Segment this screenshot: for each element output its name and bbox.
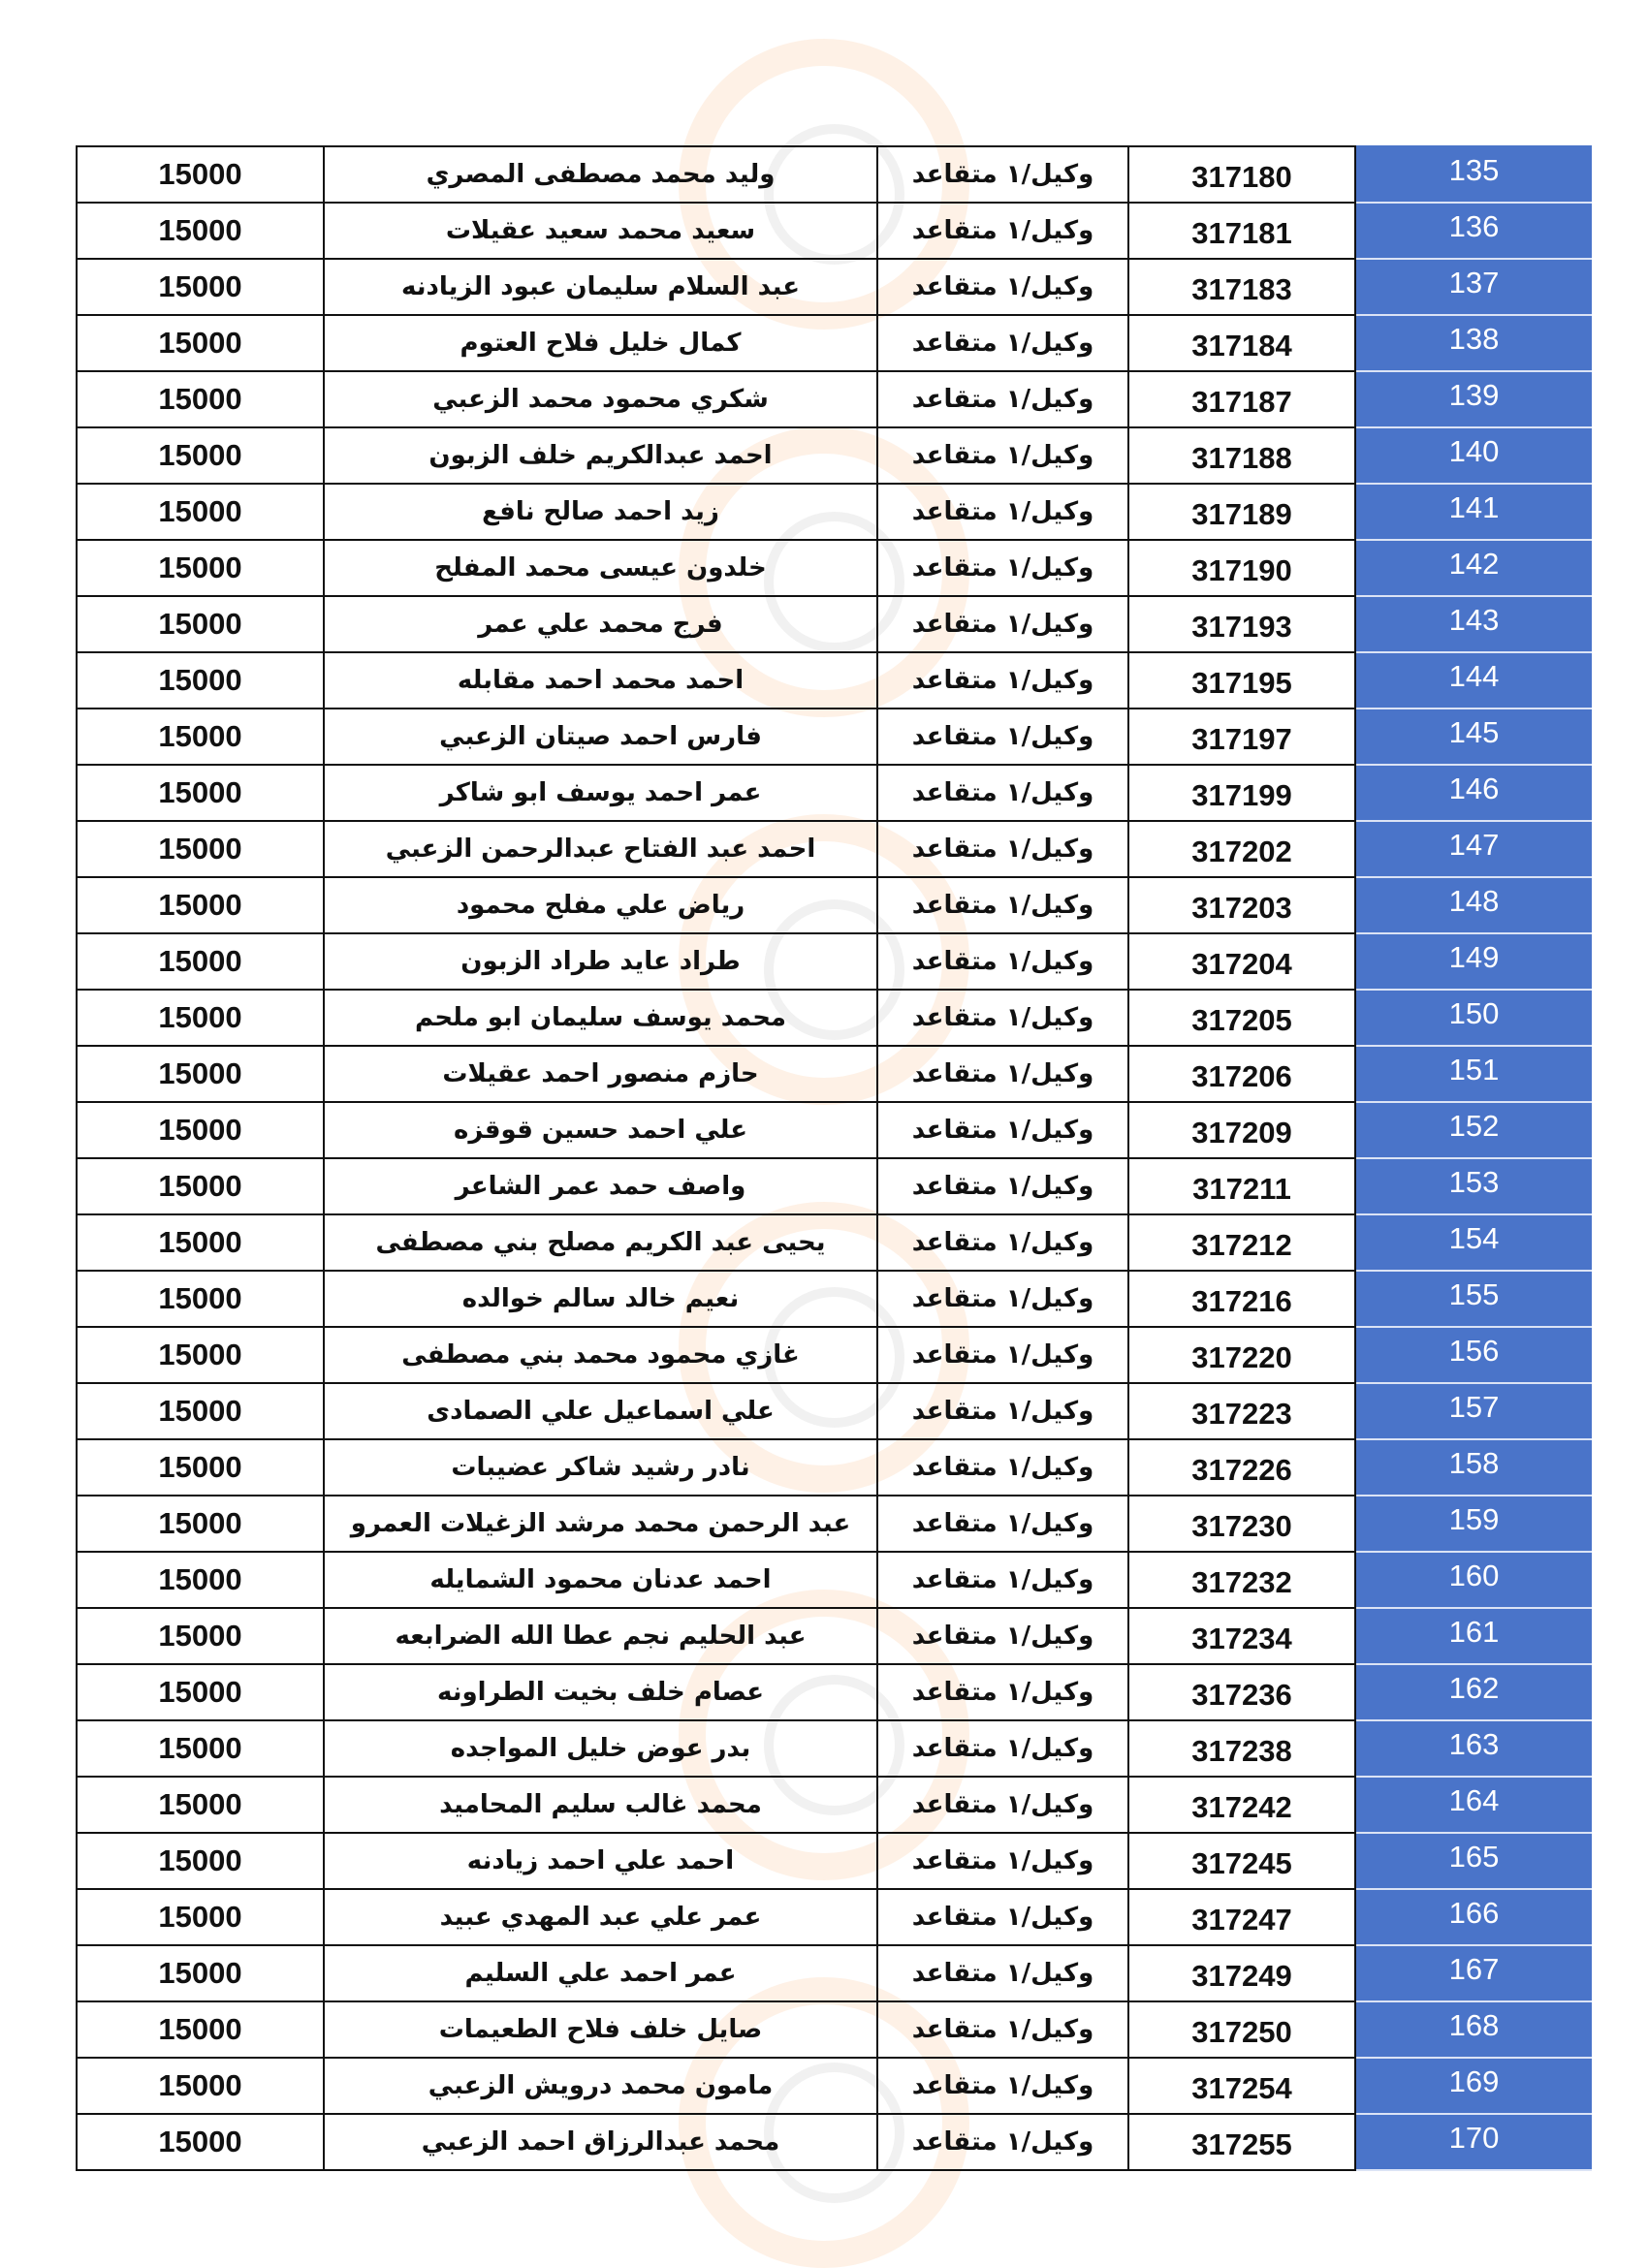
index-cell: 151: [1355, 1046, 1592, 1102]
amount-cell: 15000: [77, 990, 324, 1046]
military-number-cell: 317180: [1128, 146, 1355, 203]
amount-cell: 15000: [77, 1833, 324, 1889]
table-row: [77, 1889, 1592, 1945]
rank-cell: وكيل/١ متقاعد: [877, 765, 1128, 821]
amount-cell: 15000: [77, 709, 324, 765]
index-cell: 170: [1355, 2114, 1592, 2170]
index-cell: 165: [1355, 1833, 1592, 1889]
index-cell: 161: [1355, 1608, 1592, 1664]
rank-cell: وكيل/١ متقاعد: [877, 1271, 1128, 1327]
name-cell: فارس احمد صيتان الزعبي: [324, 709, 877, 765]
rank-cell: وكيل/١ متقاعد: [877, 652, 1128, 709]
index-cell: 138: [1355, 315, 1592, 371]
military-number-cell: 317203: [1128, 877, 1355, 933]
rank-cell: وكيل/١ متقاعد: [877, 484, 1128, 540]
name-cell: غازي محمود محمد بني مصطفى: [324, 1327, 877, 1383]
military-number-cell: 317181: [1128, 203, 1355, 259]
table-row: [77, 821, 1592, 877]
amount-cell: 15000: [77, 371, 324, 427]
amount-cell: 15000: [77, 1608, 324, 1664]
index-cell: 163: [1355, 1720, 1592, 1777]
name-cell: نعيم خالد سالم خوالده: [324, 1271, 877, 1327]
amount-cell: 15000: [77, 1271, 324, 1327]
index-cell: 135: [1355, 146, 1592, 203]
amount-cell: 15000: [77, 596, 324, 652]
rank-cell: وكيل/١ متقاعد: [877, 540, 1128, 596]
table-row: [77, 596, 1592, 652]
name-cell: محمد غالب سليم المحاميد: [324, 1777, 877, 1833]
table-row: [77, 709, 1592, 765]
index-cell: 147: [1355, 821, 1592, 877]
name-cell: عمر احمد علي السليم: [324, 1945, 877, 2001]
military-number-cell: 317232: [1128, 1552, 1355, 1608]
name-cell: بدر عوض خليل المواجده: [324, 1720, 877, 1777]
rank-cell: وكيل/١ متقاعد: [877, 1608, 1128, 1664]
amount-cell: 15000: [77, 765, 324, 821]
military-number-cell: 317226: [1128, 1439, 1355, 1496]
table-row: [77, 1608, 1592, 1664]
name-cell: علي اسماعيل علي الصمادى: [324, 1383, 877, 1439]
table-row: [77, 1327, 1592, 1383]
rank-cell: وكيل/١ متقاعد: [877, 427, 1128, 484]
military-number-cell: 317242: [1128, 1777, 1355, 1833]
rank-cell: وكيل/١ متقاعد: [877, 1945, 1128, 2001]
name-cell: احمد عبد الفتاح عبدالرحمن الزعبي: [324, 821, 877, 877]
rank-cell: وكيل/١ متقاعد: [877, 1496, 1128, 1552]
amount-cell: 15000: [77, 2001, 324, 2058]
military-number-cell: 317193: [1128, 596, 1355, 652]
table-row: [77, 2001, 1592, 2058]
rank-cell: وكيل/١ متقاعد: [877, 1439, 1128, 1496]
amount-cell: 15000: [77, 1383, 324, 1439]
military-number-cell: 317199: [1128, 765, 1355, 821]
military-number-cell: 317183: [1128, 259, 1355, 315]
military-number-cell: 317223: [1128, 1383, 1355, 1439]
amount-cell: 15000: [77, 821, 324, 877]
military-number-cell: 317250: [1128, 2001, 1355, 2058]
name-cell: عبد الحليم نجم عطا الله الضرابعه: [324, 1608, 877, 1664]
military-number-cell: 317220: [1128, 1327, 1355, 1383]
index-cell: 158: [1355, 1439, 1592, 1496]
table-row: [77, 1214, 1592, 1271]
rank-cell: وكيل/١ متقاعد: [877, 315, 1128, 371]
military-number-cell: 317247: [1128, 1889, 1355, 1945]
military-number-cell: 317234: [1128, 1608, 1355, 1664]
index-cell: 139: [1355, 371, 1592, 427]
rank-cell: وكيل/١ متقاعد: [877, 146, 1128, 203]
index-cell: 153: [1355, 1158, 1592, 1214]
amount-cell: 15000: [77, 1214, 324, 1271]
amount-cell: 15000: [77, 1158, 324, 1214]
name-cell: احمد علي احمد زيادنه: [324, 1833, 877, 1889]
name-cell: احمد عدنان محمود الشمايله: [324, 1552, 877, 1608]
amount-cell: 15000: [77, 203, 324, 259]
amount-cell: 15000: [77, 540, 324, 596]
military-number-cell: 317211: [1128, 1158, 1355, 1214]
rank-cell: وكيل/١ متقاعد: [877, 1833, 1128, 1889]
amount-cell: 15000: [77, 259, 324, 315]
rank-cell: وكيل/١ متقاعد: [877, 1214, 1128, 1271]
name-cell: فرج محمد علي عمر: [324, 596, 877, 652]
name-cell: احمد عبدالكريم خلف الزبون: [324, 427, 877, 484]
amount-cell: 15000: [77, 1945, 324, 2001]
rank-cell: وكيل/١ متقاعد: [877, 1664, 1128, 1720]
military-number-cell: 317205: [1128, 990, 1355, 1046]
amount-cell: 15000: [77, 2058, 324, 2114]
amount-cell: 15000: [77, 315, 324, 371]
table-row: [77, 259, 1592, 315]
rank-cell: وكيل/١ متقاعد: [877, 1158, 1128, 1214]
rank-cell: وكيل/١ متقاعد: [877, 2058, 1128, 2114]
table-row: [77, 1439, 1592, 1496]
index-cell: 159: [1355, 1496, 1592, 1552]
table-row: [77, 427, 1592, 484]
rank-cell: وكيل/١ متقاعد: [877, 259, 1128, 315]
military-number-cell: 317249: [1128, 1945, 1355, 2001]
rank-cell: وكيل/١ متقاعد: [877, 371, 1128, 427]
name-cell: طراد عايد طراد الزبون: [324, 933, 877, 990]
name-cell: محمد يوسف سليمان ابو ملحم: [324, 990, 877, 1046]
amount-cell: 15000: [77, 1552, 324, 1608]
name-cell: واصف حمد عمر الشاعر: [324, 1158, 877, 1214]
index-cell: 167: [1355, 1945, 1592, 2001]
table-row: [77, 2058, 1592, 2114]
table-row: [77, 1158, 1592, 1214]
rank-cell: وكيل/١ متقاعد: [877, 1102, 1128, 1158]
name-cell: صايل خلف فلاح الطعيمات: [324, 2001, 877, 2058]
rank-cell: وكيل/١ متقاعد: [877, 709, 1128, 765]
index-cell: 154: [1355, 1214, 1592, 1271]
index-cell: 160: [1355, 1552, 1592, 1608]
table-row: [77, 990, 1592, 1046]
amount-cell: 15000: [77, 1777, 324, 1833]
rank-cell: وكيل/١ متقاعد: [877, 596, 1128, 652]
amount-cell: 15000: [77, 1720, 324, 1777]
index-cell: 156: [1355, 1327, 1592, 1383]
military-number-cell: 317189: [1128, 484, 1355, 540]
name-cell: عصام خلف بخيت الطراونه: [324, 1664, 877, 1720]
table-row: [77, 1777, 1592, 1833]
index-cell: 140: [1355, 427, 1592, 484]
rank-cell: وكيل/١ متقاعد: [877, 1889, 1128, 1945]
rank-cell: وكيل/١ متقاعد: [877, 1327, 1128, 1383]
table-row: [77, 146, 1592, 203]
name-cell: محمد عبدالرزاق احمد الزعبي: [324, 2114, 877, 2170]
table-row: [77, 1945, 1592, 2001]
military-number-cell: 317245: [1128, 1833, 1355, 1889]
table-row: [77, 540, 1592, 596]
table-row: [77, 1383, 1592, 1439]
index-cell: 143: [1355, 596, 1592, 652]
amount-cell: 15000: [77, 1496, 324, 1552]
amount-cell: 15000: [77, 1327, 324, 1383]
amount-cell: 15000: [77, 877, 324, 933]
index-cell: 162: [1355, 1664, 1592, 1720]
rank-cell: وكيل/١ متقاعد: [877, 203, 1128, 259]
name-cell: سعيد محمد سعيد عقيلات: [324, 203, 877, 259]
rank-cell: وكيل/١ متقاعد: [877, 933, 1128, 990]
military-number-cell: 317230: [1128, 1496, 1355, 1552]
name-cell: عبد السلام سليمان عبود الزيادنه: [324, 259, 877, 315]
rank-cell: وكيل/١ متقاعد: [877, 1552, 1128, 1608]
military-number-cell: 317209: [1128, 1102, 1355, 1158]
amount-cell: 15000: [77, 484, 324, 540]
rank-cell: وكيل/١ متقاعد: [877, 877, 1128, 933]
rank-cell: وكيل/١ متقاعد: [877, 1720, 1128, 1777]
name-cell: حازم منصور احمد عقيلات: [324, 1046, 877, 1102]
amount-cell: 15000: [77, 933, 324, 990]
table-row: [77, 203, 1592, 259]
table-row: [77, 484, 1592, 540]
table-row: [77, 933, 1592, 990]
index-cell: 164: [1355, 1777, 1592, 1833]
table-row: [77, 1496, 1592, 1552]
table-row: [77, 1720, 1592, 1777]
name-cell: علي احمد حسين قوقزه: [324, 1102, 877, 1158]
table-row: [77, 1102, 1592, 1158]
table-row: [77, 315, 1592, 371]
table-row: [77, 371, 1592, 427]
amount-cell: 15000: [77, 2114, 324, 2170]
table-row: [77, 1046, 1592, 1102]
amount-cell: 15000: [77, 427, 324, 484]
name-cell: شكري محمود محمد الزعبي: [324, 371, 877, 427]
name-cell: وليد محمد مصطفى المصري: [324, 146, 877, 203]
name-cell: زيد احمد صالح نافع: [324, 484, 877, 540]
index-cell: 169: [1355, 2058, 1592, 2114]
military-number-cell: 317195: [1128, 652, 1355, 709]
military-number-cell: 317216: [1128, 1271, 1355, 1327]
table-row: [77, 1664, 1592, 1720]
military-number-cell: 317236: [1128, 1664, 1355, 1720]
index-cell: 144: [1355, 652, 1592, 709]
index-cell: 136: [1355, 203, 1592, 259]
name-cell: مامون محمد درويش الزعبي: [324, 2058, 877, 2114]
military-number-cell: 317184: [1128, 315, 1355, 371]
index-cell: 146: [1355, 765, 1592, 821]
military-number-cell: 317197: [1128, 709, 1355, 765]
rank-cell: وكيل/١ متقاعد: [877, 2001, 1128, 2058]
index-cell: 152: [1355, 1102, 1592, 1158]
military-number-cell: 317187: [1128, 371, 1355, 427]
index-cell: 148: [1355, 877, 1592, 933]
amount-cell: 15000: [77, 1889, 324, 1945]
index-cell: 168: [1355, 2001, 1592, 2058]
rank-cell: وكيل/١ متقاعد: [877, 1777, 1128, 1833]
index-cell: 149: [1355, 933, 1592, 990]
table-row: [77, 877, 1592, 933]
name-cell: عبد الرحمن محمد مرشد الزغيلات العمرو: [324, 1496, 877, 1552]
name-cell: يحيى عبد الكريم مصلح بني مصطفى: [324, 1214, 877, 1271]
name-cell: نادر رشيد شاكر عضيبات: [324, 1439, 877, 1496]
index-cell: 150: [1355, 990, 1592, 1046]
table-row: [77, 1552, 1592, 1608]
table-row: [77, 765, 1592, 821]
rank-cell: وكيل/١ متقاعد: [877, 990, 1128, 1046]
name-cell: رياض علي مفلح محمود: [324, 877, 877, 933]
military-number-cell: 317255: [1128, 2114, 1355, 2170]
table-row: [77, 652, 1592, 709]
military-number-cell: 317212: [1128, 1214, 1355, 1271]
table-row: [77, 1271, 1592, 1327]
military-number-cell: 317206: [1128, 1046, 1355, 1102]
amount-cell: 15000: [77, 652, 324, 709]
amount-cell: 15000: [77, 1439, 324, 1496]
rank-cell: وكيل/١ متقاعد: [877, 821, 1128, 877]
military-number-cell: 317254: [1128, 2058, 1355, 2114]
military-number-cell: 317204: [1128, 933, 1355, 990]
military-number-cell: 317190: [1128, 540, 1355, 596]
name-cell: خلدون عيسى محمد المفلح: [324, 540, 877, 596]
amount-cell: 15000: [77, 1102, 324, 1158]
amount-cell: 15000: [77, 1664, 324, 1720]
rank-cell: وكيل/١ متقاعد: [877, 1046, 1128, 1102]
amount-cell: 15000: [77, 146, 324, 203]
table-body: [77, 146, 1592, 2170]
name-cell: احمد محمد احمد مقابله: [324, 652, 877, 709]
military-number-cell: 317188: [1128, 427, 1355, 484]
retirees-table: [76, 145, 1592, 2171]
table-row: [77, 1833, 1592, 1889]
index-cell: 145: [1355, 709, 1592, 765]
table-row: [77, 2114, 1592, 2170]
name-cell: كمال خليل فلاح العتوم: [324, 315, 877, 371]
index-cell: 141: [1355, 484, 1592, 540]
military-number-cell: 317202: [1128, 821, 1355, 877]
index-cell: 155: [1355, 1271, 1592, 1327]
index-cell: 142: [1355, 540, 1592, 596]
rank-cell: وكيل/١ متقاعد: [877, 2114, 1128, 2170]
amount-cell: 15000: [77, 1046, 324, 1102]
index-cell: 137: [1355, 259, 1592, 315]
index-cell: 166: [1355, 1889, 1592, 1945]
index-cell: 157: [1355, 1383, 1592, 1439]
rank-cell: وكيل/١ متقاعد: [877, 1383, 1128, 1439]
name-cell: عمر علي عبد المهدي عبيد: [324, 1889, 877, 1945]
military-number-cell: 317238: [1128, 1720, 1355, 1777]
name-cell: عمر احمد يوسف ابو شاكر: [324, 765, 877, 821]
